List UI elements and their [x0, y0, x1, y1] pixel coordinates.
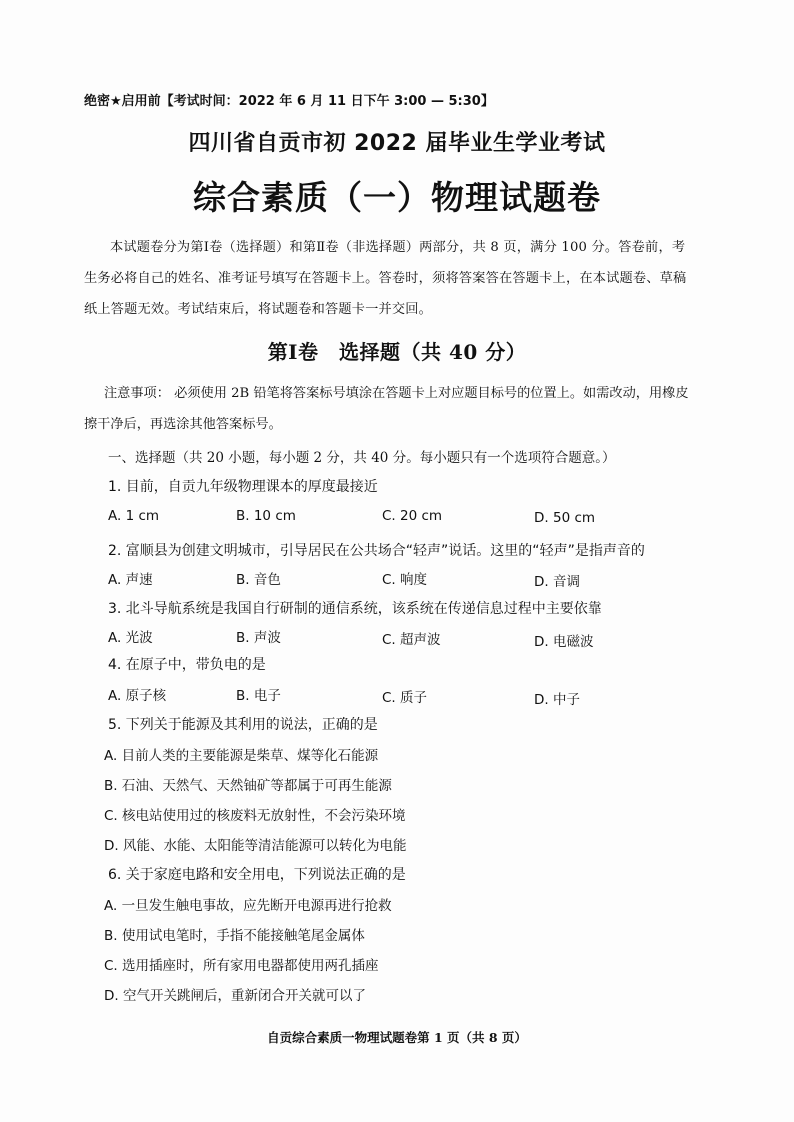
question-stem: 1. 目前，自贡九年级物理课本的厚度最接近	[108, 479, 378, 495]
option-d: D. 中子	[534, 692, 580, 708]
option-b: B. 使用试电笔时，手指不能接触笔尾金属体	[104, 928, 365, 944]
option-c: C. 20 cm	[382, 508, 443, 524]
option-c: C. 选用插座时，所有家用电器都使用两孔插座	[104, 958, 379, 974]
page-footer: 自贡综合素质一物理试题卷第 1 页（共 8 页）	[267, 1030, 527, 1045]
option-d: D. 音调	[534, 574, 580, 590]
confidential-line: 绝密★启用前【考试时间：2022 年 6 月 11 日下午 3:00 — 5:30】	[84, 94, 494, 109]
question-stem: 6. 关于家庭电路和安全用电，下列说法正确的是	[108, 867, 406, 883]
option-b: B. 电子	[236, 688, 281, 704]
option-a: A. 一旦发生触电事故，应先断开电源再进行抢救	[104, 898, 392, 914]
option-d: D. 50 cm	[534, 510, 596, 526]
exam-title: 四川省自贡市初 2022 届毕业生学业考试	[188, 131, 606, 156]
option-c: C. 质子	[382, 690, 428, 706]
option-d: D. 风能、水能、太阳能等清洁能源可以转化为电能	[104, 838, 407, 854]
option-b: B. 声波	[236, 630, 281, 646]
option-c: C. 超声波	[382, 632, 441, 648]
instructions-paragraph: 本试题卷分为第Ⅰ卷（选择题）和第Ⅱ卷（非选择题）两部分，共 8 页，满分 100 分。答卷前，考生务必将自己的姓名、准考证号填写在答题卡上。答卷时，须将答案答在答题卡上，在本试题卷、草稿纸上答题无效。考试结束后，将试题卷和答题卡一并交回。	[84, 240, 687, 317]
option-d: D. 空气开关跳闸后，重新闭合开关就可以了	[104, 988, 366, 1004]
option-a: A. 目前人类的主要能源是柴草、煤等化石能源	[104, 748, 379, 764]
question-stem: 3. 北斗导航系统是我国自行研制的通信系统，该系统在传递信息过程中主要依靠	[108, 601, 602, 617]
notice-paragraph: 注意事项： 必须使用 2B 铅笔将答案标号填涂在答题卡上对应题目标号的位置上。如需改动，用橡皮擦干净后，再选涂其他答案标号。	[84, 386, 689, 432]
option-a: A. 声速	[108, 572, 153, 588]
option-c: C. 核电站使用过的核废料无放射性，不会污染环境	[104, 808, 406, 824]
option-b: B. 10 cm	[236, 508, 296, 524]
option-d: D. 电磁波	[534, 634, 594, 650]
option-a: A. 光波	[108, 630, 153, 646]
option-b: B. 石油、天然气、天然铀矿等都属于可再生能源	[104, 778, 392, 794]
question-stem: 2. 富顺县为创建文明城市，引导居民在公共场合“轻声”说话。这里的“轻声”是指声音的	[108, 543, 645, 559]
section-title: 第Ⅰ卷 选择题（共 40 分）	[267, 340, 527, 364]
option-a: A. 1 cm	[108, 508, 160, 524]
option-a: A. 原子核	[108, 688, 167, 704]
paper-title: 综合素质（一）物理试题卷	[193, 178, 601, 217]
part-heading: 一、选择题（共 20 小题，每小题 2 分，共 40 分。每小题只有一个选项符合题意。）	[108, 450, 616, 466]
option-c: C. 响度	[382, 572, 428, 588]
option-b: B. 音色	[236, 572, 281, 588]
question-stem: 5. 下列关于能源及其利用的说法，正确的是	[108, 717, 378, 733]
question-stem: 4. 在原子中，带负电的是	[108, 657, 266, 673]
